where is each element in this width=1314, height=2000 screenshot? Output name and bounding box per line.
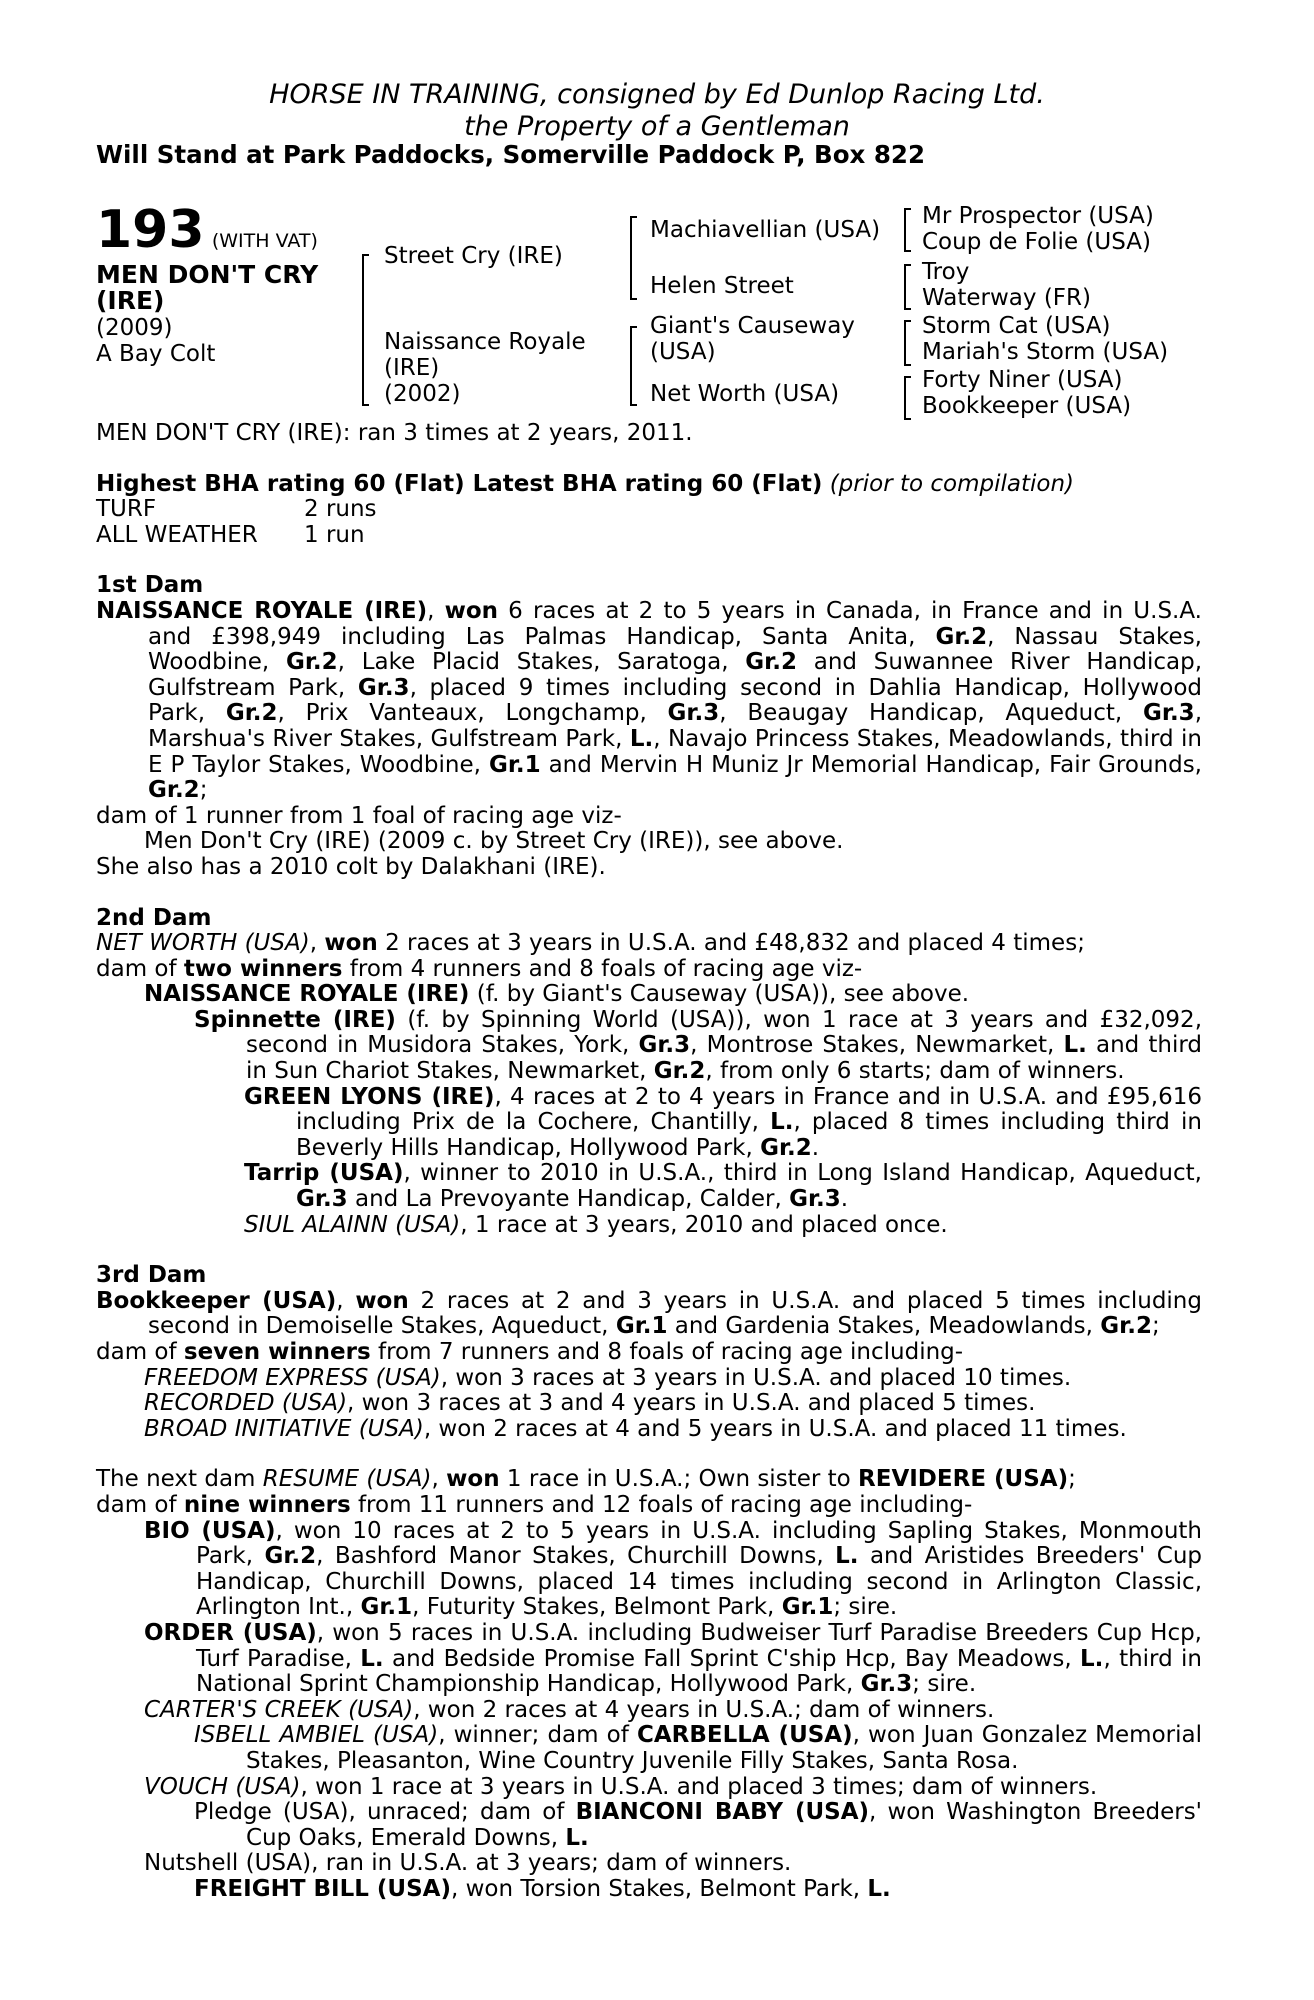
grade: Gr.2 [148,777,200,804]
dam4-name: RESUME (USA) [262,1466,432,1493]
grade: L. [835,1543,859,1570]
dam1-heading: 1st Dam [96,572,204,599]
grade: Gr.1 [360,1594,413,1621]
pedigree-ddd: Bookkeeper (USA) [922,393,1132,419]
text: 1 race in U.S.A.; Own sister to [499,1466,859,1493]
rating-note: (prior to compilation) [829,470,1074,497]
offspring-name: BIO (USA) [144,1517,276,1544]
won-label: won [446,1466,500,1493]
text: ; sire. [833,1594,898,1621]
dam4-bio [96,1519,1202,1621]
dam4-vouch [96,1775,1202,1801]
text: , Nassau Stakes, Woodbine, [148,623,1202,676]
grade: Gr.3 [638,1032,691,1059]
text: The next dam [96,1466,263,1493]
bha-rating [96,472,1202,498]
pedigree-sds: Troy [922,259,970,285]
dam3-name: Bookkeeper (USA) [96,1287,337,1314]
turf-label: TURF [96,496,157,523]
text: , won 1 race at 3 years in U.S.A. and placed 3 times; dam of winners. [300,1773,1098,1800]
pedigree-ssd: Coup de Folie (USA) [922,229,1151,255]
turf-value: 2 runs [304,496,377,523]
offspring-name: GREEN LYONS (IRE) [244,1083,495,1110]
text: , won 2 races at 4 years in U.S.A.; dam of winners. [413,1696,995,1723]
grade: Gr.1 [781,1594,834,1621]
grade: Gr.1 [615,1313,668,1340]
dam4-pledge [96,1800,1202,1851]
dam4-carter [96,1698,1202,1724]
grade: L. [629,725,654,752]
text: from 11 runners and 12 foals of racing age including- [350,1491,973,1518]
text: , Bashford Manor Stakes, Churchill Downs, [316,1543,836,1570]
grade: L. [1063,1032,1087,1059]
grade: L. [565,1824,589,1851]
pedigree-brace-2b [630,326,632,406]
text: , won Washington Breeders' Cup Oaks, Emerald Downs, [246,1799,1202,1851]
offspring-name: VOUCH (USA) [144,1773,301,1800]
text: , Futurity Stakes, Belmont Park, [412,1594,782,1621]
text: from 4 runners and 8 foals of racing age viz- [342,955,863,982]
text: ; sire. [912,1671,977,1698]
sister-name: REVIDERE (USA) [858,1466,1069,1493]
offspring-name: Spinnette (IRE) [194,1006,396,1033]
text: , Prix Vanteaux, Longchamp, [277,700,668,727]
text: , placed 8 times including third in Beverly Hills Handicap, Hollywood Park, [296,1109,1203,1161]
pedigree-sdd: Waterway (FR) [922,285,1091,311]
text: , 1 race at 3 years, 2010 and placed once. [460,1211,948,1238]
text: 2 races at 3 years in U.S.A. and £48,832 and placed 4 times; [377,930,1085,957]
dam1-dam-of: dam of 1 runner from 1 foal of racing age viz- [96,802,622,829]
text: , Beaugay Handicap, Aqueduct, [719,700,1143,727]
runs-table [96,497,377,548]
grade: Gr.2 [264,1543,317,1570]
text: dam of [96,1339,184,1365]
dam3-offspring-1 [96,1366,1202,1392]
offspring-name: RECORDED (USA) [144,1390,348,1417]
grade: Gr.3 [1143,700,1195,727]
pedigree-dsd: Mariah's Storm (USA) [922,339,1169,365]
header-location: Will Stand at Park Paddocks, Somerville Paddock P, Box 822 [96,140,926,169]
pedigree-dam-dam: Net Worth (USA) [650,381,840,407]
text: and Gardenia Stakes, Meadowlands, [667,1313,1101,1340]
text: , Montrose Stakes, Newmarket, [690,1032,1064,1059]
text: 6 races at 2 to 5 years in Canada, in France and in U.S.A. and £398,949 including Las Palmas Handicap, Santa Anita, [148,597,1202,650]
grade: Gr.2 [935,623,988,650]
text: and Bedside Promise Fall Sprint C'ship Hcp, Bay Meadows, [383,1645,1081,1672]
pedigree-sire: Street Cry (IRE) [384,243,563,269]
dam4-order [96,1621,1202,1698]
pedigree-brace-3a [904,208,906,252]
dam2-record: NET WORTH (USA), won 2 races at 3 years in U.S.A. and £48,832 and placed 4 times; [96,930,1085,957]
grade: Gr.3 [860,1671,913,1698]
grade: Gr.2 [285,649,338,676]
grade: Gr.2 [1100,1313,1152,1340]
pedigree-brace-3d [904,376,906,420]
aw-value: 1 run [304,521,365,548]
text: . [811,1134,820,1161]
text: , Lake Placid Stakes, Saratoga, [337,649,746,676]
pedigree-dam-country: (IRE) [384,355,440,381]
header-property: the Property of a Gentleman [464,111,850,142]
table-row [96,497,377,523]
offspring-name: BROAD INITIATIVE (USA) [144,1415,424,1442]
text: 2 races at 2 and 3 years in U.S.A. and placed 5 times including second in Demoiselle Stakes, Aqueduct, [148,1287,1202,1340]
lot-number: 193 [96,200,205,260]
pedigree-dam-year: (2002) [384,381,461,407]
rating-bold: Highest BHA rating 60 (Flat) Latest BHA rating 60 (Flat) [96,470,823,497]
offspring-name: FREEDOM EXPRESS (USA) [144,1364,441,1391]
pedigree-sire-dam: Helen Street [650,273,794,299]
text: , winner; dam of [438,1722,637,1749]
offspring-name: BIANCONI BABY (USA) [575,1799,870,1826]
text: , won Torsion Stakes, Belmont Park, [451,1875,868,1902]
pedigree-dam-sire-country: (USA) [650,339,716,365]
text: ; [1068,1466,1076,1493]
won-label: won [355,1287,409,1314]
text: and La Prevoyante Handicap, Calder, [347,1186,790,1213]
offspring-name: ISBELL AMBIEL (USA) [194,1722,439,1749]
winners-count: seven winners [183,1339,371,1365]
grade: Gr.2 [653,1058,706,1085]
winners-count: nine winners [183,1491,351,1518]
text: , third in National Sprint Championship Handicap, Hollywood Park, [196,1645,1203,1698]
text: , placed 9 times including second in Dahlia Handicap, Hollywood Park, [148,674,1202,727]
text: dam of [96,1491,184,1518]
horse-name: MEN DON'T CRY [96,260,319,289]
offspring-name: NAISSANCE ROYALE (IRE) [144,981,470,1008]
text: , Marshua's River Stakes, Gulfstream Park, [148,700,1202,752]
dam4-isbell [96,1723,1202,1774]
dam3-dam-of [96,1340,1202,1366]
text: Pledge (USA), unraced; dam of [194,1799,576,1826]
pedigree-brace-2a [630,216,632,300]
grade: L. [1080,1645,1104,1672]
dam1-record: NAISSANCE ROYALE (IRE), won 6 races at 2 to 5 years in Canada, in France and in U.S.A. and £398,949 including Las Palmas Handicap, Santa Anita, Gr.2, Nassau Stakes, Woodbine, Gr.2, Lake Placid Stakes, Saratoga, Gr.2 and Suwannee River Handicap, Gulfstream Park, Gr.3, placed 9 times including second in Dahlia Handicap, Hollywood Park, Gr.2, Prix Vanteaux, Longchamp, Gr.3, Beaugay Handicap, Aqueduct, Gr.3, Marshua's River Stakes, Gulfstream Park, L., Navajo Princess Stakes, Meadowlands, third in E P Taylor Stakes, Woodbine, Gr.1 and Mervin H Muniz Jr Memorial Handicap, Fair Grounds, Gr.2; [96,597,1203,804]
catalogue-body [96,421,1202,1902]
grade: L. [360,1645,384,1672]
horse-year: (2009) [96,315,173,341]
grade: Gr.2 [745,649,797,676]
dam2-grand-3 [96,1213,1202,1239]
text: , from only 6 starts; dam of winners. [705,1058,1125,1085]
text: , won 10 races at 2 to 5 years in U.S.A. including Sapling Stakes, Monmouth Park, [196,1517,1202,1570]
pedigree-sire-sire: Machiavellian (USA) [650,217,881,243]
offspring-name: ORDER (USA) [144,1619,317,1646]
text: , won 2 races at 4 and 5 years in U.S.A. and placed 11 times. [423,1415,1127,1442]
dam2-heading: 2nd Dam [96,904,212,931]
text: (f. by Spinning World (USA)), won 1 race at 3 years and £32,092, second in Musidora Stakes, York, [246,1006,1203,1059]
grade: Gr.2 [225,700,278,727]
dam1-also: She also has a 2010 colt by Dalakhani (IRE). [96,853,606,880]
horse-description: A Bay Colt [96,341,216,367]
won-label: won [324,930,378,957]
text: , [431,1466,447,1493]
text: , Navajo Princess Stakes, Meadowlands, third in E P Taylor Stakes, Woodbine, [148,725,1202,778]
pedigree-dds: Forty Niner (USA) [922,367,1123,393]
dam3-record: Bookkeeper (USA), won 2 races at 2 and 3 years in U.S.A. and placed 5 times including second in Demoiselle Stakes, Aqueduct, Gr.1 and Gardenia Stakes, Meadowlands, Gr.2; [96,1287,1202,1340]
header-consignor: HORSE IN TRAINING, consigned by Ed Dunlop Racing Ltd. [269,79,1045,110]
dam2-grand-1 [96,1085,1202,1162]
text: from 7 runners and 8 foals of racing age including- [370,1339,964,1365]
grade: Gr.3 [789,1186,841,1213]
grade: Gr.3 [357,674,410,701]
dam3-heading: 3rd Dam [96,1262,207,1289]
vat-label: (WITH VAT) [211,230,318,252]
pedigree-sss: Mr Prospector (USA) [922,203,1154,229]
grade: Gr.3 [296,1186,348,1213]
dam2-offspring-1 [96,982,1202,1008]
text: ; [199,777,208,804]
dam4-nutshell: Nutshell (USA), ran in U.S.A. at 3 years; dam of winners. [144,1850,792,1877]
grade: L. [867,1875,891,1902]
horse-name-country: (IRE) [96,286,165,315]
won-label: won [444,597,499,624]
text: , won 5 races in U.S.A. including Budweiser Turf Paradise Breeders Cup Hcp, Turf Paradise, [196,1619,1202,1672]
grade: L. [770,1109,794,1136]
dam3-offspring-2 [96,1391,1202,1417]
pedigree-dam-sire: Giant's Causeway [650,313,855,339]
text: . [840,1186,849,1213]
grade: Gr.3 [667,700,720,727]
dam2-dam-of [96,957,1202,983]
text: , 4 races at 2 to 4 years in France and in U.S.A. and £95,616 including Prix de la Cochere, Chantilly, [296,1083,1202,1136]
offspring-name: Tarrip (USA) [244,1160,404,1187]
offspring-name: CARBELLA (USA) [636,1722,853,1749]
table-row [96,523,377,549]
pedigree-brace-3c [904,320,906,366]
pedigree-brace-3b [904,264,906,310]
offspring-name: FREIGHT BILL (USA) [194,1875,451,1902]
lot-number-line [96,200,318,260]
text: and Aristides Breeders' Cup Handicap, Churchill Downs, placed 14 times including second in Arlington Classic, Arlington Int., [196,1543,1203,1621]
dam2-grand-2 [96,1161,1202,1212]
offspring-name: SIUL ALAINN (USA) [244,1211,461,1238]
text: dam of [96,955,184,982]
text: , winner to 2010 in U.S.A., third in Long Island Handicap, Aqueduct, [403,1160,1202,1187]
pedigree-brace-1 [362,254,364,406]
offspring-name: CARTER'S CREEK (USA) [144,1696,414,1723]
text: (f. by Giant's Causeway (USA)), see above. [469,981,970,1008]
text: , won 3 races at 3 and 4 years in U.S.A. and placed 5 times. [347,1390,1036,1417]
race-summary: MEN DON'T CRY (IRE): ran 3 times at 2 years, 2011. [96,420,693,446]
grade: Gr.2 [760,1134,812,1161]
text: and Suwannee River Handicap, Gulfstream Park, [148,649,1203,701]
dam4-record [96,1467,1202,1493]
text: , won 3 races at 3 years in U.S.A. and placed 10 times. [440,1364,1072,1391]
pedigree-dss: Storm Cat (USA) [922,313,1111,339]
text: and Mervin H Muniz Jr Memorial Handicap, Fair Grounds, [540,751,1202,778]
dam1-foal: Men Don't Cry (IRE) (2009 c. by Street Cry (IRE)), see above. [144,828,844,855]
text: ; [1151,1313,1160,1340]
dam2-name: NET WORTH (USA) [96,930,310,957]
text: , won Juan Gonzalez Memorial Stakes, Pleasanton, Wine Country Juvenile Filly Stakes, Santa Rosa. [246,1722,1202,1774]
dam4-freight [96,1877,1202,1903]
grade: Gr.1 [488,751,541,778]
dam4-dam-of [96,1493,1202,1519]
dam3-offspring-3 [96,1417,1202,1443]
aw-label: ALL WEATHER [96,521,258,548]
dam1-name: NAISSANCE ROYALE (IRE) [96,597,428,624]
pedigree-dam: Naissance Royale [384,329,586,355]
text: and third in Sun Chariot Stakes, Newmarket, [246,1032,1203,1085]
dam2-offspring-2 [96,1008,1202,1085]
winners-count: two winners [183,955,343,982]
